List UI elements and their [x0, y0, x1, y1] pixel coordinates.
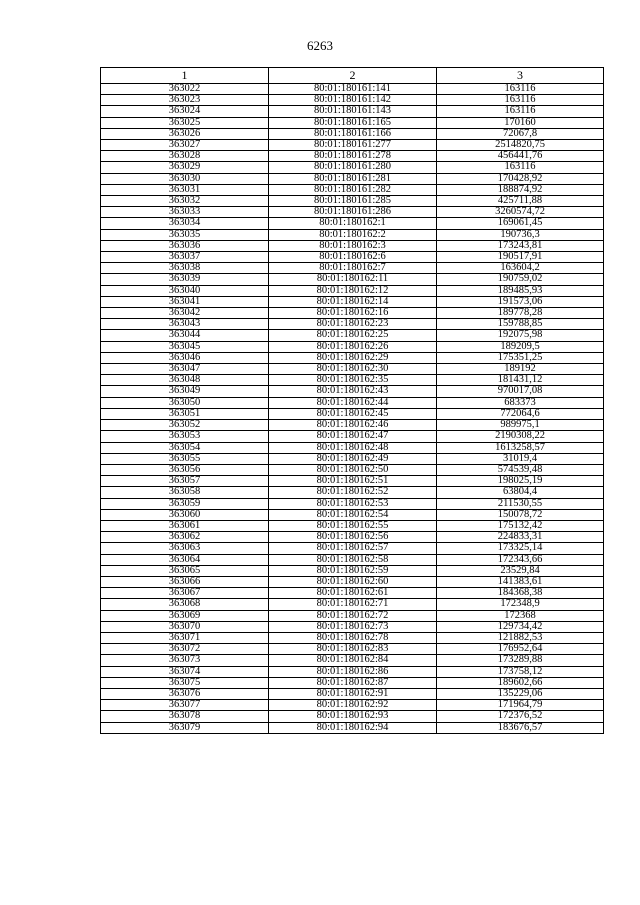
value-cell: 989975,1 [437, 420, 604, 431]
table-row [101, 554, 604, 565]
table-row [101, 386, 604, 397]
row-number-cell: 363046 [101, 352, 269, 363]
table-row [101, 599, 604, 610]
value-cell: 188874,92 [437, 184, 604, 195]
cadastral-number-cell: 80:01:180162:7 [269, 263, 437, 274]
cadastral-number-cell: 80:01:180162:87 [269, 677, 437, 688]
value-cell: 150078,72 [437, 509, 604, 520]
table-row [101, 207, 604, 218]
value-cell: 170428,92 [437, 173, 604, 184]
row-number-cell: 363035 [101, 229, 269, 240]
value-cell: 175351,25 [437, 352, 604, 363]
row-number-cell: 363037 [101, 252, 269, 263]
row-number-cell: 363031 [101, 184, 269, 195]
value-cell: 192075,98 [437, 330, 604, 341]
table-row [101, 700, 604, 711]
value-cell: 183676,57 [437, 722, 604, 733]
row-number-cell: 363043 [101, 319, 269, 330]
value-cell: 191573,06 [437, 296, 604, 307]
value-cell: 574539,48 [437, 464, 604, 475]
table-row [101, 655, 604, 666]
value-cell: 163116 [437, 162, 604, 173]
row-number-cell: 363076 [101, 688, 269, 699]
cadastral-number-cell: 80:01:180162:54 [269, 509, 437, 520]
row-number-cell: 363073 [101, 655, 269, 666]
row-number-cell: 363039 [101, 274, 269, 285]
cadastral-number-cell: 80:01:180162:73 [269, 621, 437, 632]
cadastral-number-cell: 80:01:180161:280 [269, 162, 437, 173]
cadastral-number-cell: 80:01:180162:84 [269, 655, 437, 666]
row-number-cell: 363036 [101, 240, 269, 251]
cadastral-number-cell: 80:01:180162:61 [269, 588, 437, 599]
row-number-cell: 363057 [101, 476, 269, 487]
table-row [101, 632, 604, 643]
table-row [101, 274, 604, 285]
cadastral-number-cell: 80:01:180162:58 [269, 554, 437, 565]
cadastral-number-cell: 80:01:180162:55 [269, 520, 437, 531]
row-number-cell: 363027 [101, 140, 269, 151]
cadastral-number-cell: 80:01:180161:281 [269, 173, 437, 184]
table-row [101, 476, 604, 487]
table-row [101, 308, 604, 319]
cadastral-number-cell: 80:01:180162:44 [269, 397, 437, 408]
table-row [101, 610, 604, 621]
value-cell: 224833,31 [437, 532, 604, 543]
table-body [101, 84, 604, 734]
cadastral-number-cell: 80:01:180162:6 [269, 252, 437, 263]
value-cell: 181431,12 [437, 375, 604, 386]
table-row [101, 711, 604, 722]
table-row [101, 140, 604, 151]
table-row [101, 453, 604, 464]
row-number-cell: 363053 [101, 431, 269, 442]
row-number-cell: 363049 [101, 386, 269, 397]
cadastral-number-cell: 80:01:180161:143 [269, 106, 437, 117]
row-number-cell: 363056 [101, 464, 269, 475]
table-row [101, 364, 604, 375]
cadastral-number-cell: 80:01:180162:25 [269, 330, 437, 341]
value-cell: 163116 [437, 84, 604, 95]
value-cell: 190759,02 [437, 274, 604, 285]
table-row [101, 442, 604, 453]
value-cell: 173289,88 [437, 655, 604, 666]
cadastral-number-cell: 80:01:180162:12 [269, 285, 437, 296]
cadastral-number-cell: 80:01:180162:3 [269, 240, 437, 251]
value-cell: 159788,85 [437, 319, 604, 330]
row-number-cell: 363033 [101, 207, 269, 218]
cadastral-number-cell: 80:01:180162:47 [269, 431, 437, 442]
cadastral-number-cell: 80:01:180162:46 [269, 420, 437, 431]
cadastral-number-cell: 80:01:180162:83 [269, 644, 437, 655]
row-number-cell: 363032 [101, 196, 269, 207]
value-cell: 3260574,72 [437, 207, 604, 218]
table-row [101, 565, 604, 576]
table-row [101, 229, 604, 240]
row-number-cell: 363052 [101, 420, 269, 431]
value-cell: 456441,76 [437, 151, 604, 162]
value-cell: 683373 [437, 397, 604, 408]
table-row [101, 252, 604, 263]
cadastral-number-cell: 80:01:180162:56 [269, 532, 437, 543]
table-row [101, 84, 604, 95]
value-cell: 176952,64 [437, 644, 604, 655]
column-header-3: 3 [437, 68, 604, 84]
row-number-cell: 363050 [101, 397, 269, 408]
cadastral-number-cell: 80:01:180161:278 [269, 151, 437, 162]
table-row [101, 520, 604, 531]
cadastral-number-cell: 80:01:180162:51 [269, 476, 437, 487]
table-row [101, 151, 604, 162]
row-number-cell: 363025 [101, 117, 269, 128]
row-number-cell: 363065 [101, 565, 269, 576]
value-cell: 2190308,22 [437, 431, 604, 442]
page-number: 6263 [307, 38, 333, 53]
value-cell: 184368,38 [437, 588, 604, 599]
value-cell: 170160 [437, 117, 604, 128]
row-number-cell: 363078 [101, 711, 269, 722]
row-number-cell: 363034 [101, 218, 269, 229]
row-number-cell: 363074 [101, 666, 269, 677]
value-cell: 1613258,57 [437, 442, 604, 453]
row-number-cell: 363062 [101, 532, 269, 543]
value-cell: 72067,8 [437, 128, 604, 139]
value-cell: 190736,3 [437, 229, 604, 240]
table-row [101, 263, 604, 274]
cadastral-number-cell: 80:01:180162:29 [269, 352, 437, 363]
cadastral-number-cell: 80:01:180162:94 [269, 722, 437, 733]
row-number-cell: 363077 [101, 700, 269, 711]
value-cell: 171964,79 [437, 700, 604, 711]
value-cell: 211530,55 [437, 498, 604, 509]
cadastral-number-cell: 80:01:180162:59 [269, 565, 437, 576]
value-cell: 23529,84 [437, 565, 604, 576]
value-cell: 2514820,75 [437, 140, 604, 151]
table-row [101, 319, 604, 330]
row-number-cell: 363029 [101, 162, 269, 173]
row-number-cell: 363072 [101, 644, 269, 655]
table-row [101, 397, 604, 408]
row-number-cell: 363071 [101, 632, 269, 643]
cadastral-number-cell: 80:01:180162:71 [269, 599, 437, 610]
cadastral-number-cell: 80:01:180162:78 [269, 632, 437, 643]
row-number-cell: 363064 [101, 554, 269, 565]
value-cell: 121882,53 [437, 632, 604, 643]
value-cell: 163604,2 [437, 263, 604, 274]
row-number-cell: 363068 [101, 599, 269, 610]
table-row [101, 330, 604, 341]
table-row [101, 240, 604, 251]
row-number-cell: 363040 [101, 285, 269, 296]
row-number-cell: 363063 [101, 543, 269, 554]
value-cell: 190517,91 [437, 252, 604, 263]
value-cell: 141383,61 [437, 576, 604, 587]
row-number-cell: 363054 [101, 442, 269, 453]
table-row [101, 688, 604, 699]
value-cell: 169061,45 [437, 218, 604, 229]
row-number-cell: 363047 [101, 364, 269, 375]
table-row [101, 722, 604, 733]
data-table [100, 67, 604, 734]
table-row [101, 621, 604, 632]
row-number-cell: 363067 [101, 588, 269, 599]
cadastral-number-cell: 80:01:180161:286 [269, 207, 437, 218]
cadastral-number-cell: 80:01:180161:165 [269, 117, 437, 128]
table-row [101, 184, 604, 195]
table-row [101, 218, 604, 229]
row-number-cell: 363060 [101, 509, 269, 520]
cadastral-number-cell: 80:01:180162:35 [269, 375, 437, 386]
cadastral-number-cell: 80:01:180162:57 [269, 543, 437, 554]
row-number-cell: 363061 [101, 520, 269, 531]
row-number-cell: 363044 [101, 330, 269, 341]
row-number-cell: 363038 [101, 263, 269, 274]
cadastral-number-cell: 80:01:180162:43 [269, 386, 437, 397]
row-number-cell: 363059 [101, 498, 269, 509]
cadastral-number-cell: 80:01:180162:14 [269, 296, 437, 307]
row-number-cell: 363075 [101, 677, 269, 688]
cadastral-number-cell: 80:01:180161:166 [269, 128, 437, 139]
value-cell: 198025,19 [437, 476, 604, 487]
row-number-cell: 363041 [101, 296, 269, 307]
cadastral-number-cell: 80:01:180162:92 [269, 700, 437, 711]
cadastral-number-cell: 80:01:180162:45 [269, 408, 437, 419]
row-number-cell: 363030 [101, 173, 269, 184]
table-row [101, 375, 604, 386]
table-row [101, 173, 604, 184]
cadastral-number-cell: 80:01:180162:91 [269, 688, 437, 699]
row-number-cell: 363055 [101, 453, 269, 464]
table-row [101, 408, 604, 419]
cadastral-number-cell: 80:01:180162:2 [269, 229, 437, 240]
row-number-cell: 363022 [101, 84, 269, 95]
table-row [101, 128, 604, 139]
row-number-cell: 363070 [101, 621, 269, 632]
table-header-row [101, 68, 604, 84]
cadastral-number-cell: 80:01:180161:277 [269, 140, 437, 151]
cadastral-number-cell: 80:01:180161:142 [269, 95, 437, 106]
row-number-cell: 363028 [101, 151, 269, 162]
table-row [101, 464, 604, 475]
value-cell: 189209,5 [437, 341, 604, 352]
column-header-2: 2 [269, 68, 437, 84]
row-number-cell: 363069 [101, 610, 269, 621]
value-cell: 173243,81 [437, 240, 604, 251]
table-row [101, 677, 604, 688]
table-row [101, 543, 604, 554]
table-row [101, 576, 604, 587]
cadastral-number-cell: 80:01:180162:26 [269, 341, 437, 352]
table-row [101, 95, 604, 106]
cadastral-number-cell: 80:01:180162:49 [269, 453, 437, 464]
table-row [101, 106, 604, 117]
table-row [101, 162, 604, 173]
cadastral-number-cell: 80:01:180162:50 [269, 464, 437, 475]
value-cell: 175132,42 [437, 520, 604, 531]
value-cell: 189602,66 [437, 677, 604, 688]
column-header-1: 1 [101, 68, 269, 84]
table-row [101, 352, 604, 363]
cadastral-number-cell: 80:01:180162:48 [269, 442, 437, 453]
value-cell: 173325,14 [437, 543, 604, 554]
table-row [101, 644, 604, 655]
cadastral-number-cell: 80:01:180161:285 [269, 196, 437, 207]
value-cell: 129734,42 [437, 621, 604, 632]
table-row [101, 431, 604, 442]
cadastral-number-cell: 80:01:180161:282 [269, 184, 437, 195]
row-number-cell: 363051 [101, 408, 269, 419]
table-row [101, 117, 604, 128]
cadastral-number-cell: 80:01:180162:23 [269, 319, 437, 330]
value-cell: 163116 [437, 106, 604, 117]
cadastral-number-cell: 80:01:180162:53 [269, 498, 437, 509]
cadastral-number-cell: 80:01:180162:72 [269, 610, 437, 621]
table-row [101, 285, 604, 296]
value-cell: 163116 [437, 95, 604, 106]
row-number-cell: 363042 [101, 308, 269, 319]
table-row [101, 498, 604, 509]
cadastral-number-cell: 80:01:180162:30 [269, 364, 437, 375]
table-row [101, 588, 604, 599]
table-row [101, 296, 604, 307]
cadastral-number-cell: 80:01:180162:16 [269, 308, 437, 319]
cadastral-number-cell: 80:01:180162:52 [269, 487, 437, 498]
row-number-cell: 363066 [101, 576, 269, 587]
row-number-cell: 363048 [101, 375, 269, 386]
table-row [101, 196, 604, 207]
value-cell: 425711,88 [437, 196, 604, 207]
row-number-cell: 363026 [101, 128, 269, 139]
table-row [101, 487, 604, 498]
cadastral-number-cell: 80:01:180162:60 [269, 576, 437, 587]
table-row [101, 420, 604, 431]
value-cell: 173758,12 [437, 666, 604, 677]
cadastral-number-cell: 80:01:180162:11 [269, 274, 437, 285]
table-row [101, 341, 604, 352]
value-cell: 172376,52 [437, 711, 604, 722]
row-number-cell: 363045 [101, 341, 269, 352]
cadastral-number-cell: 80:01:180162:1 [269, 218, 437, 229]
row-number-cell: 363058 [101, 487, 269, 498]
value-cell: 172348,9 [437, 599, 604, 610]
value-cell: 31019,4 [437, 453, 604, 464]
value-cell: 189485,93 [437, 285, 604, 296]
value-cell: 772064,6 [437, 408, 604, 419]
value-cell: 63804,4 [437, 487, 604, 498]
value-cell: 189778,28 [437, 308, 604, 319]
cadastral-number-cell: 80:01:180162:93 [269, 711, 437, 722]
value-cell: 135229,06 [437, 688, 604, 699]
value-cell: 189192 [437, 364, 604, 375]
row-number-cell: 363079 [101, 722, 269, 733]
value-cell: 970017,08 [437, 386, 604, 397]
value-cell: 172368 [437, 610, 604, 621]
table-row [101, 509, 604, 520]
cadastral-number-cell: 80:01:180161:141 [269, 84, 437, 95]
table-row [101, 532, 604, 543]
cadastral-number-cell: 80:01:180162:86 [269, 666, 437, 677]
value-cell: 172343,66 [437, 554, 604, 565]
row-number-cell: 363024 [101, 106, 269, 117]
row-number-cell: 363023 [101, 95, 269, 106]
table-row [101, 666, 604, 677]
